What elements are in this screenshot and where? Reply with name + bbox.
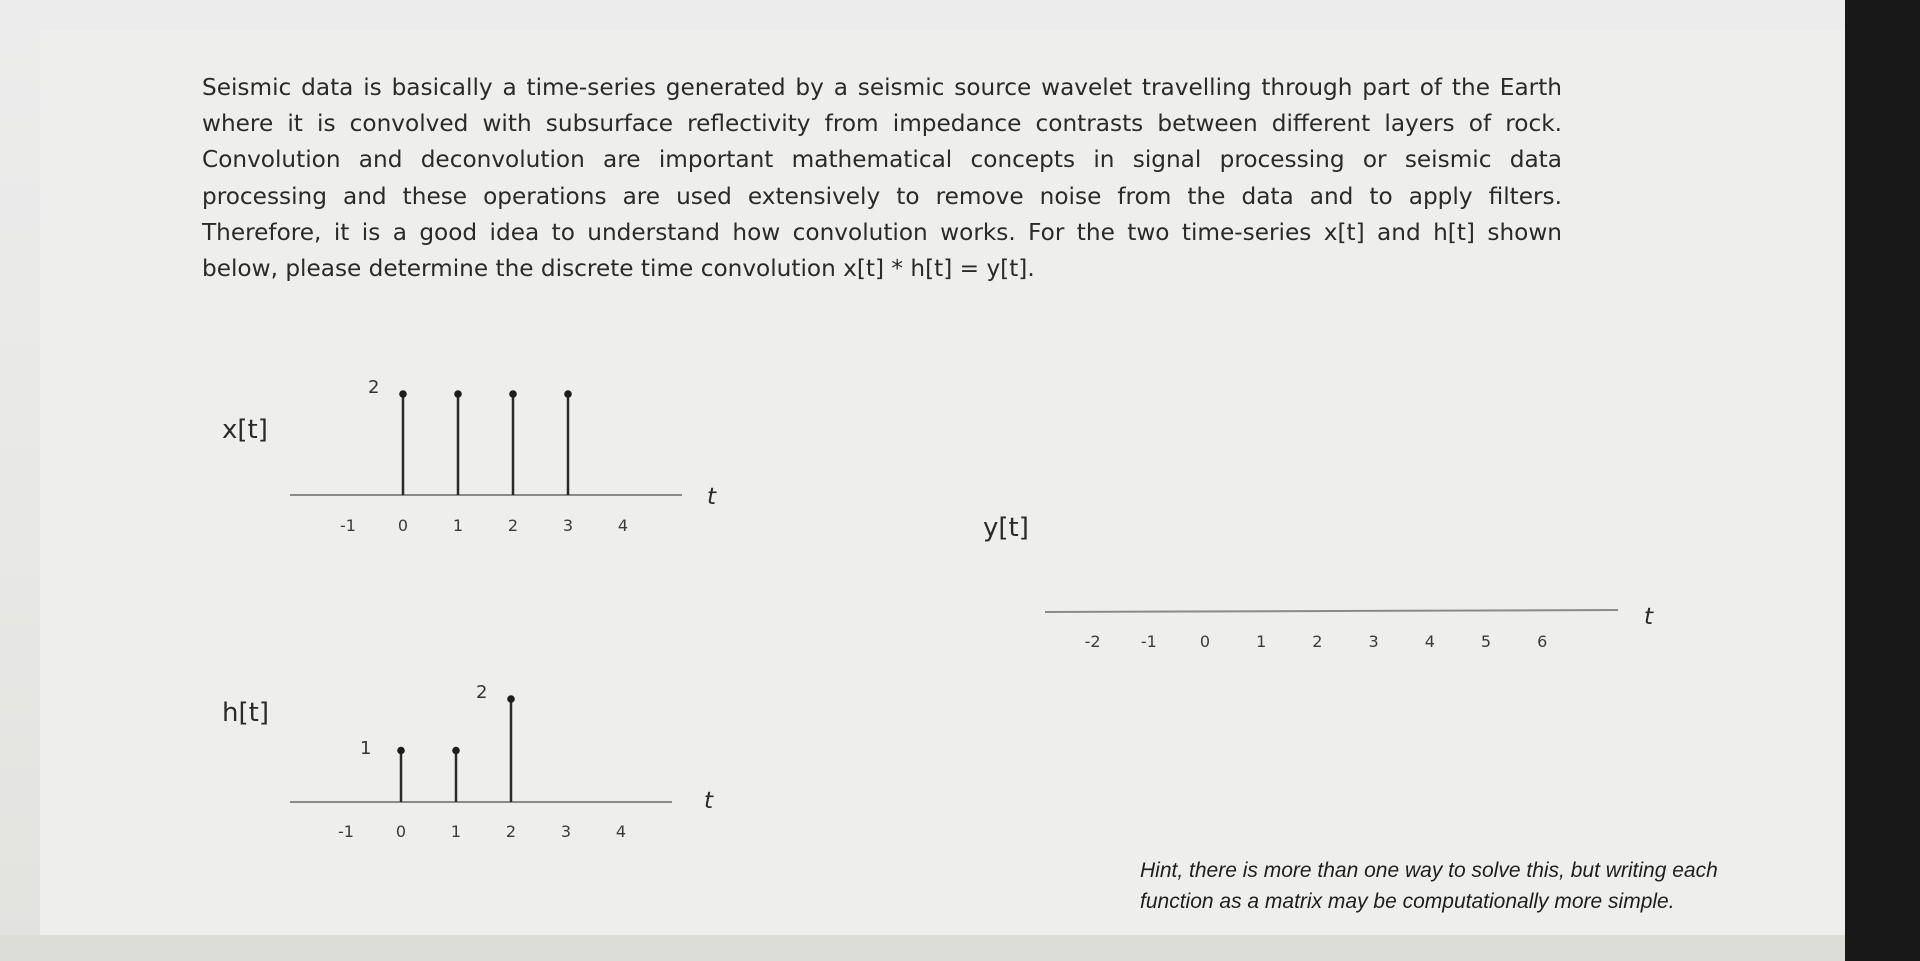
hint-note <box>1140 855 1820 917</box>
h-stem-plot <box>280 665 740 845</box>
hint-line: Hint, there is more than one way to solve this, but writing each <box>1140 859 1718 882</box>
h-stem-marker <box>507 695 515 703</box>
y-tick-label: 5 <box>1480 632 1492 651</box>
problem-line: below, please determine the discrete time convolution x[t] * h[t] = y[t]. <box>202 255 1035 283</box>
y-axis-plot <box>1040 590 1660 670</box>
h-value-label-1: 1 <box>360 738 372 759</box>
y-tick-label: 6 <box>1537 632 1548 651</box>
x-stems <box>399 390 572 495</box>
x-tick-labels <box>340 516 628 535</box>
x-axis-variable: t <box>707 484 717 510</box>
x-stem-marker <box>509 390 517 398</box>
y-tick-label: -2 <box>1084 632 1101 651</box>
y-tick-label: 2 <box>1312 632 1323 651</box>
x-signal-label: x[t] <box>222 415 268 445</box>
x-stem-plot <box>280 360 740 540</box>
x-tick-label: 3 <box>562 516 574 535</box>
problem-line: Seismic data is basically a time-series generated by a seismic source wavelet travelling through part of the Earth <box>202 74 1562 101</box>
h-stem-marker <box>397 747 405 755</box>
h-tick-label: -1 <box>338 822 354 841</box>
x-stem-marker <box>399 390 407 398</box>
y-tick-labels <box>1085 632 1548 651</box>
h-stem-marker <box>452 747 460 755</box>
x-stem-marker <box>564 390 572 398</box>
y-tick-label: 3 <box>1368 632 1379 651</box>
h-tick-labels <box>338 822 626 841</box>
y-tick-label: 1 <box>1256 632 1267 651</box>
h-stems <box>397 695 515 802</box>
y-axis-line <box>1045 610 1618 612</box>
hint-line: function as a matrix may be computationally more simple. <box>1140 890 1675 913</box>
y-tick-label: 4 <box>1424 632 1435 651</box>
h-value-label-2: 2 <box>476 682 488 703</box>
h-tick-label: 1 <box>450 822 462 841</box>
problem-statement <box>202 70 1562 287</box>
page-bottom-edge <box>0 935 1845 961</box>
x-tick-label: 1 <box>452 516 464 535</box>
x-tick-label: 2 <box>507 516 519 535</box>
h-tick-label: 0 <box>395 822 407 841</box>
x-tick-label: 4 <box>617 516 629 535</box>
x-tick-label: -1 <box>340 516 356 535</box>
x-stem-marker <box>454 390 462 398</box>
problem-line: where it is convolved with subsurface reflectivity from impedance contrasts between different layers of rock. <box>202 110 1562 138</box>
h-signal-label: h[t] <box>222 698 269 728</box>
problem-line: Therefore, it is a good idea to understand how convolution works. For the two time-series x[t] and h[t] shown <box>202 218 1562 246</box>
problem-line: processing and these operations are used extensively to remove noise from the data and to apply filters. <box>202 182 1562 210</box>
y-axis-variable: t <box>1644 604 1654 630</box>
h-tick-label: 3 <box>560 822 572 841</box>
problem-line: Convolution and deconvolution are important mathematical concepts in signal processing or seismic data <box>202 146 1562 174</box>
h-tick-label: 2 <box>505 822 517 841</box>
h-axis-variable: t <box>704 788 714 814</box>
h-tick-label: 4 <box>615 822 627 841</box>
y-tick-label: -1 <box>1140 632 1157 651</box>
y-signal-label: y[t] <box>983 513 1029 543</box>
y-tick-label: 0 <box>1199 632 1211 651</box>
x-value-label: 2 <box>368 377 380 398</box>
x-tick-label: 0 <box>397 516 409 535</box>
